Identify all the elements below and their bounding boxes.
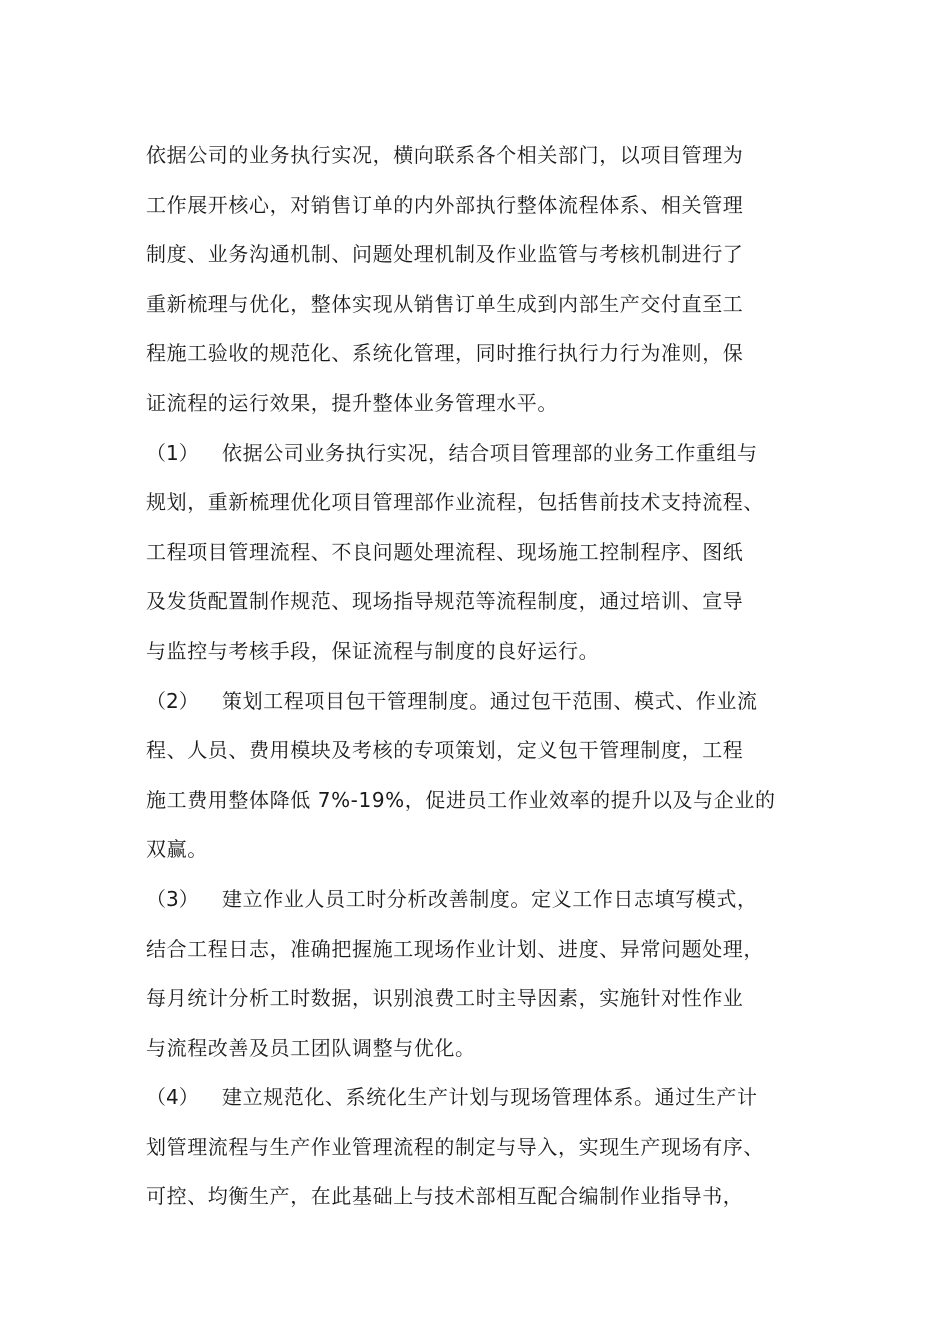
list-item-2	[146, 677, 836, 875]
text-line: 工程项目管理流程、不良问题处理流程、现场施工控制程序、图纸	[146, 539, 744, 564]
text-line: 程、人员、费用模块及考核的专项策划，定义包干管理制度，工程	[146, 738, 744, 763]
text-line: 证流程的运行效果，提升整体业务管理水平。	[146, 390, 558, 415]
list-item-1	[146, 429, 836, 677]
item-marker: （2）	[146, 688, 199, 713]
list-item-3	[146, 875, 836, 1073]
item-first-line: 依据公司业务执行实况，结合项目管理部的业务工作重组与	[222, 440, 758, 465]
text-line: 可控、均衡生产，在此基础上与技术部相互配合编制作业指导书，	[146, 1184, 744, 1209]
text-line: 每月统计分析工时数据，识别浪费工时主导因素，实施针对性作业	[146, 986, 744, 1011]
text-line: 结合工程日志，准确把握施工现场作业计划、进度、异常问题处理，	[146, 936, 764, 961]
text-line: 规划，重新梳理优化项目管理部作业流程，包括售前技术支持流程、	[146, 490, 764, 515]
text-line: 重新梳理与优化，整体实现从销售订单生成到内部生产交付直至工	[146, 291, 744, 316]
text-line: 及发货配置制作规范、现场指导规范等流程制度，通过培训、宣导	[146, 589, 744, 614]
document-body	[146, 131, 836, 1222]
text-line: 依据公司的业务执行实况，横向联系各个相关部门，以项目管理为	[146, 143, 744, 167]
item-marker: （3）	[146, 886, 199, 911]
text-line: 工作展开核心，对销售订单的内外部执行整体流程体系、相关管理	[146, 192, 744, 217]
item-first-line: 建立作业人员工时分析改善制度。定义工作日志填写模式，	[222, 886, 758, 911]
text-line: 程施工验收的规范化、系统化管理，同时推行执行力行为准则，保	[146, 341, 744, 366]
item-marker: （1）	[146, 440, 199, 465]
text-line: 与流程改善及员工团队调整与优化。	[146, 1035, 476, 1060]
item-first-line: 策划工程项目包干管理制度。通过包干范围、模式、作业流	[222, 688, 758, 713]
text-line: 制度、业务沟通机制、问题处理机制及作业监管与考核机制进行了	[146, 242, 744, 267]
list-item-4	[146, 1073, 836, 1222]
item-marker: （4）	[146, 1085, 199, 1110]
text-line: 施工费用整体降低 7%-19%，促进员工作业效率的提升以及与企业的	[146, 787, 776, 812]
text-line: 划管理流程与生产作业管理流程的制定与导入，实现生产现场有序、	[146, 1134, 764, 1159]
text-line	[146, 677, 836, 727]
text-line	[146, 875, 836, 925]
text-line: 双赢。	[146, 837, 208, 862]
text-line	[146, 429, 836, 479]
text-line: 与监控与考核手段，保证流程与制度的良好运行。	[146, 638, 600, 663]
intro-paragraph	[146, 131, 836, 429]
text-line	[146, 1073, 836, 1123]
item-first-line: 建立规范化、系统化生产计划与现场管理体系。通过生产计	[222, 1085, 758, 1110]
